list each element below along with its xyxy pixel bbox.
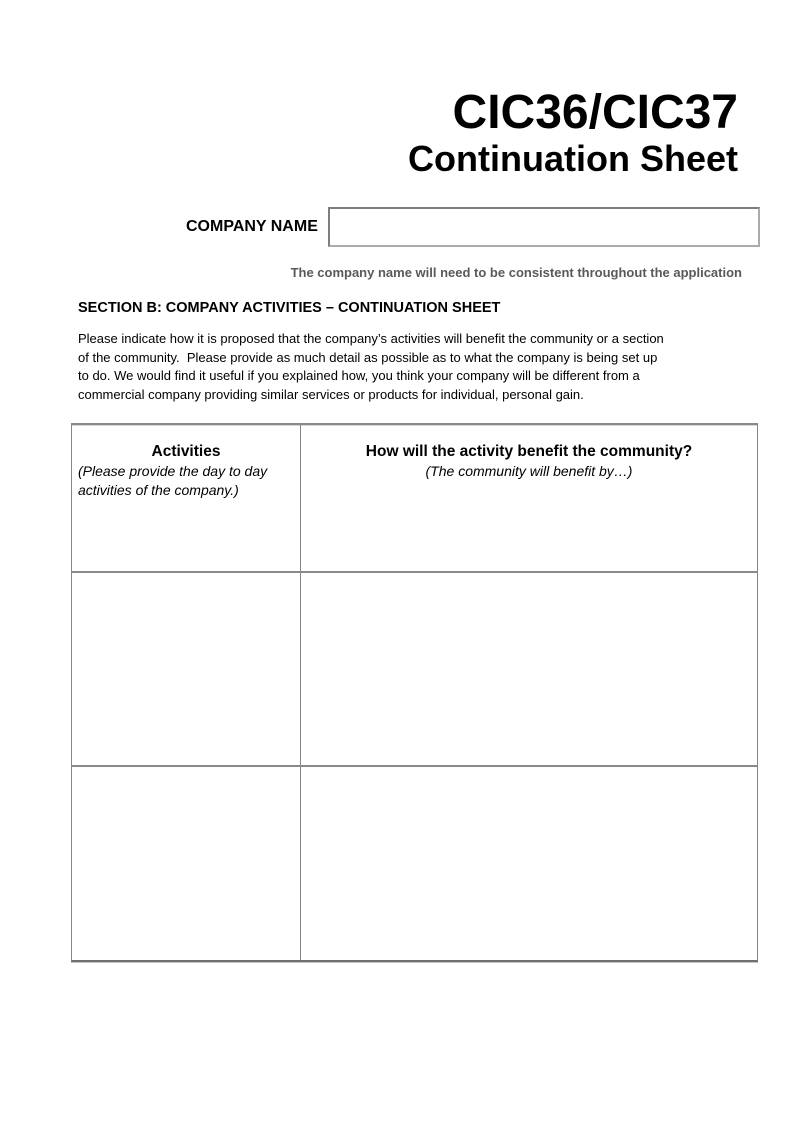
benefit-header-cell [301,425,757,571]
company-name-note: The company name will need to be consistent throughout the application [290,265,742,280]
activities-header-title: Activities [151,443,221,460]
intro-line: to do. We would find it useful if you explained how, you think your company will be different from a [78,368,640,383]
table-row [72,571,757,765]
intro-line: Please indicate how it is proposed that the company’s activities will benefit the community or a section [78,331,664,346]
form-title [0,88,738,179]
form-title-line1: CIC36/CIC37 [452,86,738,139]
table-row [72,765,757,960]
company-name-input[interactable] [328,207,760,247]
activities-header-subtitle-line: activities of the company.) [78,482,239,498]
activities-cell[interactable] [72,573,301,765]
activities-cell[interactable] [72,767,301,960]
intro-line: of the community. Please provide as much detail as possible as to what the company is being set up [78,349,658,365]
benefit-header-title: How will the activity benefit the community? [365,443,693,460]
form-title-line2: Continuation Sheet [408,138,738,179]
intro-line: commercial company providing similar services or products for individual, personal gain. [78,386,584,402]
activities-table [71,423,758,962]
benefit-cell[interactable] [301,767,757,960]
section-b-intro [78,330,664,404]
section-b-heading: SECTION B: COMPANY ACTIVITIES – CONTINUATION SHEET [78,300,501,316]
company-name-label: COMPANY NAME [186,218,318,235]
activities-header-subtitle-line: (Please provide the day to day [78,463,268,479]
activities-header-cell [72,425,301,571]
benefit-header-subtitle: (The community will benefit by…) [425,463,633,479]
table-header-row [72,425,757,571]
activities-header-subtitle [72,462,300,500]
benefit-cell[interactable] [301,573,757,765]
